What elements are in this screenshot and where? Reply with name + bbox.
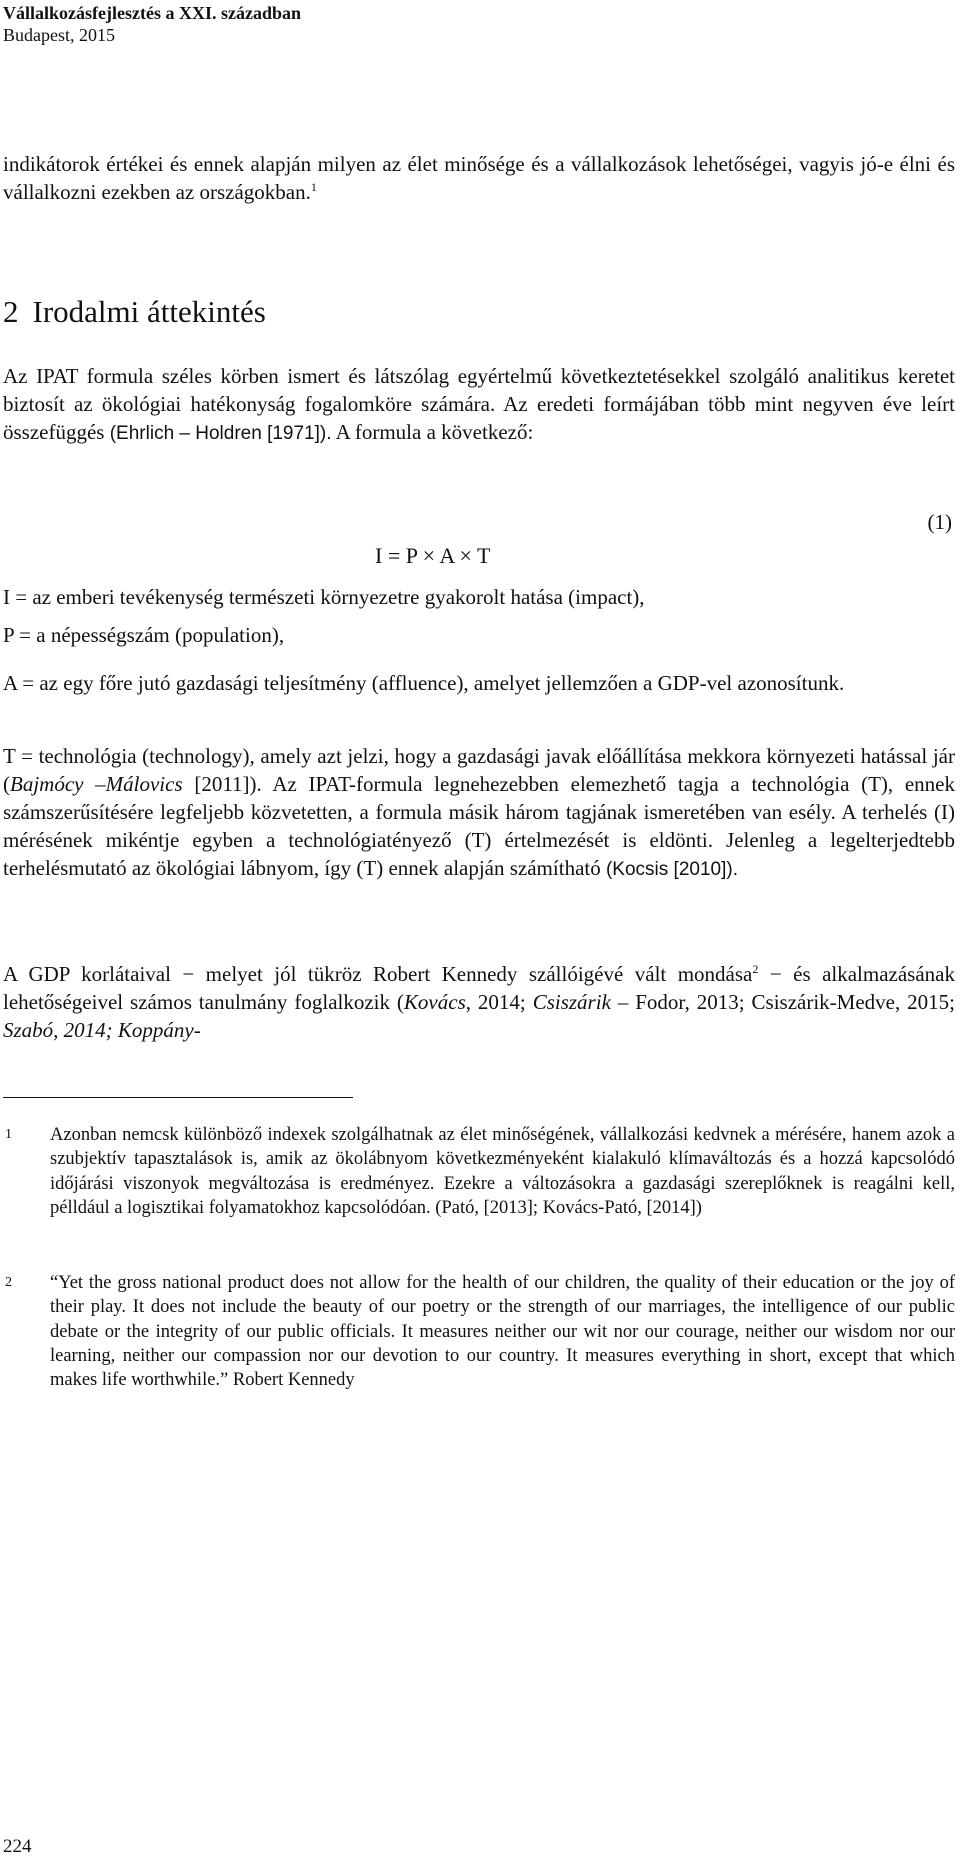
section-title: Irodalmi áttekintés — [32, 294, 266, 329]
citation-ehrlich-holdren: (Ehrlich – Holdren [1971]). — [109, 423, 332, 444]
gdp-text-3: , 2014; — [465, 990, 526, 1014]
running-header-subtitle: Budapest, 2015 — [3, 25, 115, 45]
footnote-separator — [3, 1097, 353, 1098]
technology-text-2: Az IPAT-formula legnehezebben elemezhető tagja a technológia (T), ennek számszerűsítésére legfeljebb közvetetten, a formula másik három tagjának ismeretében van esély. A terhelés (I) mérésének mikéntje egyben a technológiatényező (T) értelmezését is eldönti. Jelenleg a legelterjedtebb terhelésmutató az ökológiai lábnyom, így (T) ennek alapján számítható — [3, 772, 956, 880]
citation-bajmocy-year: [2011]). — [194, 772, 262, 796]
page-number: 224 — [3, 1836, 32, 1857]
intro-text: indikátorok értékei és ennek alapján milyen az élet minősége és a vállalkozások lehetőségei, vagyis jó-e élni és vállalkozni ezekben az országokban. — [3, 152, 955, 204]
section-heading — [3, 292, 266, 332]
footnote-ref-1[interactable]: 1 — [310, 180, 317, 194]
gdp-paragraph — [3, 960, 955, 1044]
ipat-formula-intro: A formula a következő: — [335, 420, 534, 444]
gdp-text-1: A GDP korlátaival − melyet jól tükröz Robert Kennedy szállóigévé vált mondása — [3, 962, 753, 986]
gdp-text-4: – Fodor, 2013; Csiszárik-Medve, 2015; — [617, 990, 956, 1014]
technology-paragraph — [3, 742, 955, 884]
footnote-1 — [5, 1123, 955, 1220]
ipat-equation: I = P × A × T — [375, 543, 491, 568]
definition-a: A = az egy főre jutó gazdasági teljesítmény (affluence), amelyet jellemzően a GDP-vel azonosítunk. — [3, 671, 845, 695]
citation-kovacs: Kovács — [403, 990, 466, 1014]
definition-p: P = a népességszám (population), — [3, 623, 285, 647]
gdp-text-2: − és alkalmazásának lehetőségeivel számos tanulmány foglalkozik ( — [3, 962, 955, 1014]
running-header-title: Vállalkozásfejlesztés a XXI. században — [3, 3, 301, 23]
ipat-text: Az IPAT formula széles körben ismert és látszólag egyértelmű következtetésekkel szolgáló analitikus keretet biztosít az ökológiai hatékonyság fogalomköre számára. Az eredeti formájában több mint negyven éve leírt összefüggés — [3, 364, 955, 444]
technology-text-1: T = technológia (technology), amely azt jelzi, hogy a gazdasági javak előállítása mekkora környezeti hatással jár ( — [3, 744, 955, 796]
footnote-ref-2[interactable]: 2 — [752, 962, 759, 976]
citation-kocsis: (Kocsis [2010]). — [605, 859, 738, 880]
footnote-1-mark: 1 — [5, 1127, 12, 1142]
footnote-2-text: “Yet the gross national product does not allow for the health of our children, the quality of their education or the joy of their play. It does not include the beauty of our poetry or the strength of our marriages, the intelligence of our public debate or the integrity of our public officials. It measures neither our wit nor our courage, neither our wisdom nor our learning, neither our compassion nor our devotion to our country. It measures everything in short, except that which makes life worthwhile.” Robert Kennedy — [50, 1273, 955, 1391]
equation-number: (1) — [927, 510, 952, 534]
definition-i: I = az emberi tevékenység természeti környezetre gyakorolt hatása (impact), — [3, 585, 645, 609]
citation-csiszarik: Csiszárik — [532, 990, 611, 1014]
citation-szabo-koppany: Szabó, 2014; Koppány- — [3, 1018, 201, 1042]
intro-paragraph — [3, 150, 955, 206]
footnote-2-mark: 2 — [5, 1275, 12, 1290]
section-number: 2 — [3, 294, 19, 329]
footnote-2 — [5, 1271, 955, 1392]
citation-bajmocy-malovics: Bajmócy –Málovics — [10, 772, 183, 796]
footnote-1-text: Azonban nemcsk különböző indexek szolgálhatnak az élet minőségének, vállalkozási kedvnek a mérésére, hanem azok a szubjektív tapasztalások is, amik az ökolábnyom következményeként kialakuló klímaváltozás és a hozzá kapcsolódó időjárási viszonyok megváltozása is eredményez. Ezekre a változásokra a gazdasági szereplőknek is reagálni kell, pélldául a logisztikai folyamatokhoz kapcsolódóan. (Pató, [2013]; Kovács-Pató, [2014]) — [50, 1125, 955, 1218]
ipat-paragraph — [3, 362, 955, 448]
